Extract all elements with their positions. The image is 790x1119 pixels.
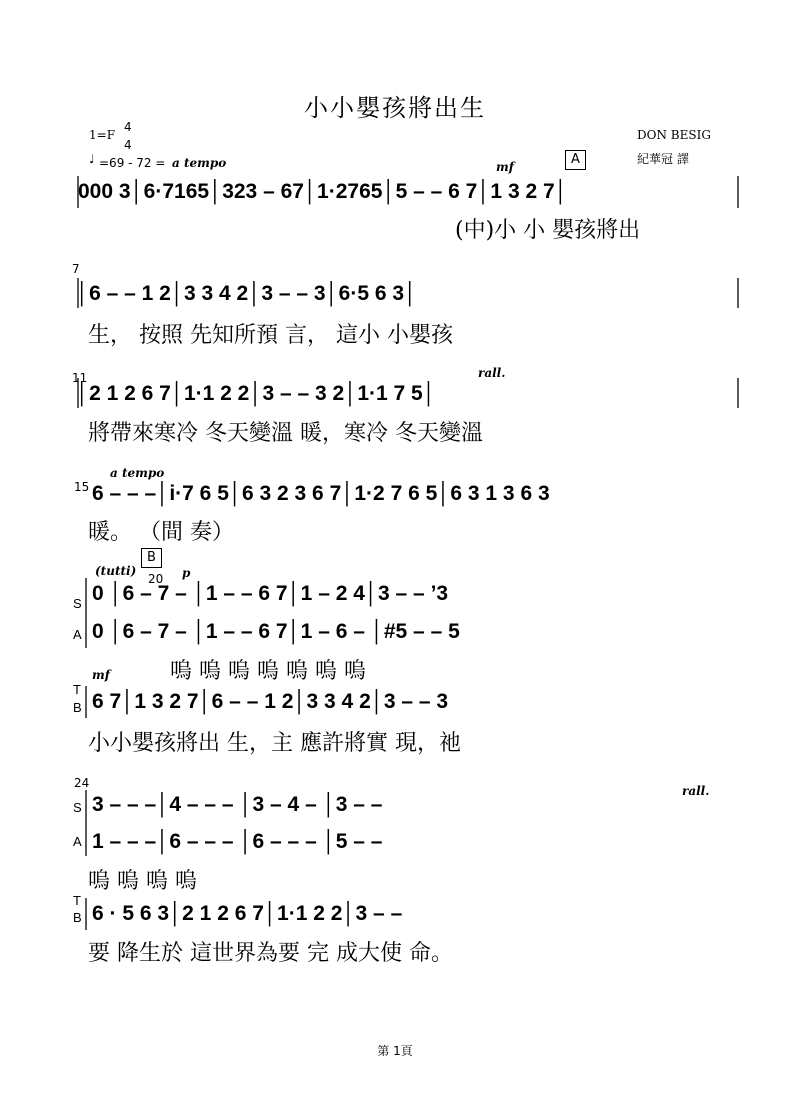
voice-label-a-2: A	[73, 834, 82, 849]
lyrics-sa-sys5: 嗚 嗚 嗚 嗚 嗚 嗚 嗚	[170, 659, 366, 684]
dynamic-mf: mf	[496, 160, 514, 174]
quarter-note-icon: ♩	[89, 152, 95, 166]
notes-system-1: 000 3│6·7165│323 – 67│1·2765│5 – – 6 7│1 3 2 7│	[78, 180, 568, 203]
voice-label-s-2: S	[73, 800, 82, 815]
notes-system-4: 6 – – –│i·7 6 5│6 3 2 3 6 7│1·2 7 6 5│6 3 1 3 6 3	[92, 482, 550, 505]
notes-soprano-sys5: 0 │6 – 7 – │1 – – 6 7│1 – 2 4│3 – – ’3	[92, 582, 449, 605]
notes-tenor-bass-sys5: 6 7│1 3 2 7│6 – – 1 2│3 3 4 2│3 – – 3	[92, 690, 449, 713]
lyrics-sa-sys6: 嗚 嗚 嗚 嗚	[88, 869, 197, 894]
lyrics-tb-sys5: 小小嬰孩將出 生，主 應許將實 現，祂	[88, 731, 461, 756]
lyrics-system-3: 將帶來寒冷 冬天變溫 暖，寒冷 冬天變溫	[88, 421, 483, 446]
measure-number-20: 20	[148, 572, 164, 586]
lyrics-system-1: (中)小 小 嬰孩將出	[455, 218, 641, 243]
voice-label-b: B	[73, 700, 82, 715]
voice-label-b-2: B	[73, 910, 82, 925]
voice-label-t: T	[73, 682, 81, 697]
lyrics-tb-sys6: 要 降生於 這世界為要 完 成大使 命。	[88, 941, 453, 966]
voice-label-s: S	[73, 596, 82, 611]
label-tutti: (tutti)	[95, 564, 137, 578]
notes-system-2: │6 – – 1 2│3 3 4 2│3 – – 3│6·5 6 3│	[76, 282, 418, 305]
notes-alto-sys5: 0 │6 – 7 – │1 – – 6 7│1 – 6 – │#5 – – 5	[92, 620, 460, 643]
voice-label-a: A	[73, 627, 82, 642]
translator: 紀華冠 譯	[637, 152, 689, 166]
lyrics-system-4: 暖。 （間 奏）	[88, 520, 234, 545]
time-signature-top: 4	[124, 120, 132, 134]
lyrics-system-2: 生， 按照 先知所預 言， 這小 小嬰孩	[88, 323, 453, 348]
notes-alto-sys6: 1 – – –│6 – – – │6 – – – │5 – –	[92, 830, 383, 853]
page-number: 第 1頁	[377, 1044, 413, 1058]
notes-system-3: │2 1 2 6 7│1·1 2 2│3 – – 3 2│1·1 7 5│	[76, 382, 436, 405]
measure-number-7: 7	[72, 262, 80, 276]
rehearsal-mark-a: A	[565, 150, 586, 170]
composer: DON BESIG	[637, 128, 711, 142]
rehearsal-mark-b: B	[141, 548, 162, 568]
page-title: 小小嬰孩將出生	[304, 94, 486, 122]
dynamic-p: p	[182, 566, 191, 580]
tempo-rall: rall.	[478, 366, 506, 380]
tempo-a-tempo: a tempo	[110, 466, 165, 480]
tempo-marking: =69 - 72 =	[99, 156, 166, 170]
dynamic-mf-tb: mf	[92, 668, 110, 682]
measure-number-15: 15	[74, 480, 90, 494]
voice-label-t-2: T	[73, 893, 81, 908]
notes-tenor-bass-sys6: 6 · 5 6 3│2 1 2 6 7│1·1 2 2│3 – –	[92, 902, 403, 925]
measure-number-11: 11	[72, 371, 88, 385]
time-signature-bottom: 4	[124, 138, 132, 152]
measure-number-24: 24	[74, 776, 90, 790]
tempo-term: a tempo	[172, 156, 227, 170]
tempo-rall-2: rall.	[682, 784, 710, 798]
key-signature: 1=F	[89, 128, 116, 142]
notes-soprano-sys6: 3 – – –│4 – – – │3 – 4 – │3 – –	[92, 793, 383, 816]
